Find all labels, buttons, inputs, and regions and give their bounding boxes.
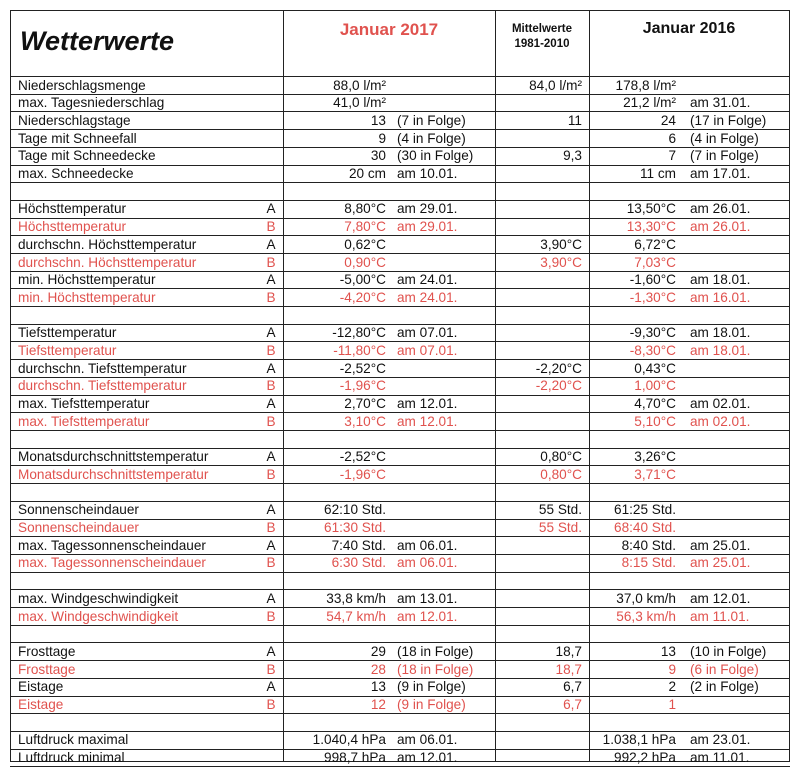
- cell-ab: A: [266, 325, 276, 341]
- mittelwerte-line1: Mittelwerte: [511, 23, 573, 35]
- row-divider: [10, 412, 790, 413]
- row-divider: [10, 660, 790, 661]
- cell-label: max. Tagessonnenscheindauer: [18, 537, 206, 553]
- cell-e16: am 18.01.: [690, 272, 751, 288]
- cell-v16: 11 cm: [639, 166, 676, 181]
- cell-e16: am 11.01.: [690, 608, 750, 624]
- cell-ab: B: [266, 378, 276, 394]
- cell-v16: 8:15 Std.: [621, 555, 676, 571]
- cell-e16: am 25.01.: [690, 537, 751, 553]
- cell-v16: 24: [660, 112, 676, 128]
- cell-e17: am 12.01.: [397, 396, 458, 412]
- cell-e16: (10 in Folge): [690, 643, 767, 659]
- row-divider: [10, 607, 790, 608]
- cell-label: min. Höchsttemperatur: [18, 289, 156, 305]
- cell-e17: (30 in Folge): [397, 148, 474, 164]
- table-row: [0, 448, 800, 466]
- row-divider: [10, 324, 790, 325]
- cell-v17: -4,20°C: [339, 289, 386, 305]
- cell-v16: 992,2 hPa: [614, 750, 676, 766]
- cell-v16: 0,43°C: [634, 360, 676, 376]
- cell-e17: (18 in Folge): [397, 661, 474, 677]
- cell-mw: 6,7: [563, 697, 582, 712]
- row-divider: [10, 359, 790, 360]
- cell-ab: A: [266, 679, 276, 695]
- table-row: [0, 501, 800, 519]
- cell-e16: (4 in Folge): [690, 130, 759, 146]
- cell-label: durchschn. Höchsttemperatur: [18, 236, 197, 252]
- cell-e16: am 02.01.: [690, 413, 751, 429]
- cell-v16: -9,30°C: [629, 325, 676, 341]
- cell-label: Eistage: [18, 679, 64, 695]
- row-divider: [10, 483, 790, 484]
- row-divider: [10, 501, 790, 502]
- cell-e17: am 12.01.: [397, 608, 458, 624]
- cell-v16: 1,00°C: [634, 378, 676, 394]
- table-row: [0, 112, 800, 130]
- cell-e16: (6 in Folge): [690, 661, 759, 677]
- cell-mw: 55 Std.: [538, 520, 582, 535]
- table-row: [0, 537, 800, 555]
- cell-label: max. Tagesniederschlag: [18, 95, 165, 111]
- row-divider: [10, 111, 790, 112]
- cell-label: Tage mit Schneedecke: [18, 148, 156, 164]
- cell-label: Sonnenscheindauer: [18, 502, 139, 518]
- cell-ab: A: [266, 396, 276, 412]
- page-title: Wetterwerte: [20, 26, 175, 56]
- cell-e16: am 16.01.: [690, 289, 751, 305]
- cell-label: durchschn. Tiefsttemperatur: [18, 360, 187, 376]
- cell-v17: 0,90°C: [344, 254, 386, 270]
- cell-label: durchschn. Tiefsttemperatur: [18, 378, 187, 394]
- cell-label: Höchsttemperatur: [18, 201, 127, 217]
- cell-v17: -1,96°C: [339, 466, 386, 482]
- row-divider: [10, 589, 790, 590]
- mittelwerte-line2: 1981-2010: [514, 38, 570, 50]
- cell-label: Höchsttemperatur: [18, 219, 127, 235]
- cell-e17: am 07.01.: [397, 343, 458, 358]
- cell-v17: 20 cm: [348, 166, 386, 181]
- row-divider: [10, 377, 790, 378]
- cell-e17: am 06.01.: [397, 537, 458, 553]
- row-divider: [10, 572, 790, 573]
- table-row: [0, 696, 800, 714]
- table-row: [0, 165, 800, 183]
- cell-mw: 6,7: [563, 679, 582, 695]
- cell-v16: 3,26°C: [634, 449, 676, 465]
- table-row: [0, 466, 800, 484]
- cell-v17: -12,80°C: [332, 325, 386, 341]
- cell-e16: am 18.01.: [690, 343, 751, 358]
- cell-e17: (4 in Folge): [397, 130, 466, 146]
- row-divider: [10, 147, 790, 148]
- table-row: [0, 661, 800, 679]
- cell-v16: 178,8 l/m²: [615, 77, 676, 93]
- cell-e17: am 07.01.: [397, 325, 458, 341]
- cell-label: Eistage: [18, 697, 64, 712]
- cell-v17: 0,62°C: [344, 236, 386, 252]
- row-divider: [10, 94, 790, 95]
- cell-e17: am 13.01.: [397, 590, 458, 606]
- cell-ab: A: [266, 643, 276, 659]
- cell-label: Sonnenscheindauer: [18, 520, 139, 535]
- cell-e17: (18 in Folge): [397, 643, 474, 659]
- cell-v17: 54,7 km/h: [326, 608, 386, 624]
- cell-v17: 1.040,4 hPa: [312, 732, 386, 748]
- row-divider: [10, 625, 790, 626]
- cell-v16: 1.038,1 hPa: [602, 732, 676, 748]
- table-row: [0, 360, 800, 378]
- cell-ab: A: [266, 590, 276, 606]
- cell-e17: (7 in Folge): [397, 112, 466, 128]
- cell-label: durchschn. Höchsttemperatur: [18, 254, 197, 270]
- cell-v17: -5,00°C: [339, 272, 386, 288]
- cell-label: Niederschlagsmenge: [18, 77, 146, 93]
- cell-e17: am 12.01.: [397, 750, 458, 766]
- cell-mw: 84,0 l/m²: [529, 77, 582, 93]
- cell-mw: 11: [567, 112, 582, 128]
- cell-ab: B: [266, 520, 276, 535]
- cell-label: Luftdruck minimal: [18, 750, 125, 766]
- row-divider: [10, 554, 790, 555]
- row-divider: [10, 129, 790, 130]
- row-divider: [10, 465, 790, 466]
- cell-e17: am 12.01.: [397, 413, 458, 429]
- cell-v16: 13,50°C: [626, 201, 676, 217]
- cell-ab: B: [266, 466, 276, 482]
- cell-ab: B: [266, 343, 276, 358]
- row-divider: [10, 430, 790, 431]
- cell-label: max. Windgeschwindigkeit: [18, 590, 179, 606]
- cell-ab: A: [266, 502, 276, 518]
- table-row: [0, 554, 800, 572]
- cell-e17: am 06.01.: [397, 555, 458, 571]
- cell-mw: 18,7: [555, 661, 582, 677]
- cell-e17: am 06.01.: [397, 732, 458, 748]
- cell-ab: A: [266, 201, 276, 217]
- cell-v17: 62:10 Std.: [324, 502, 386, 518]
- cell-mw: 55 Std.: [538, 502, 582, 518]
- cell-e17: (9 in Folge): [397, 679, 466, 695]
- cell-v17: 9: [378, 130, 386, 146]
- cell-ab: A: [266, 360, 276, 376]
- cell-e16: (7 in Folge): [690, 148, 759, 164]
- column-header-januar-2017: Januar 2017: [339, 20, 439, 39]
- cell-v16: 7,03°C: [634, 254, 676, 270]
- table-border-top: [10, 10, 790, 11]
- table-row: [0, 77, 800, 95]
- cell-v17: 29: [370, 643, 386, 659]
- row-divider: [10, 288, 790, 289]
- cell-label: Tiefsttemperatur: [18, 343, 117, 358]
- cell-v16: -1,30°C: [629, 289, 676, 305]
- cell-v16: 7: [668, 148, 676, 164]
- cell-label: Monatsdurchschnittstemperatur: [18, 466, 209, 482]
- cell-label: Tiefsttemperatur: [18, 325, 117, 341]
- cell-ab: A: [266, 449, 276, 465]
- cell-label: max. Tagessonnenscheindauer: [18, 555, 206, 571]
- cell-e16: am 31.01.: [690, 95, 751, 111]
- cell-v17: 12: [370, 697, 386, 712]
- cell-v17: 2,70°C: [344, 396, 386, 412]
- cell-v17: 3,10°C: [344, 413, 386, 429]
- row-divider: [10, 395, 790, 396]
- table-row: [0, 200, 800, 218]
- table-row: [0, 590, 800, 608]
- cell-label: min. Höchsttemperatur: [18, 272, 156, 288]
- cell-label: Tage mit Schneefall: [18, 130, 137, 146]
- cell-label: Frosttage: [18, 661, 76, 677]
- cell-v17: 8,80°C: [344, 201, 386, 217]
- cell-ab: B: [266, 289, 276, 305]
- table-row: [0, 608, 800, 626]
- row-divider: [10, 235, 790, 236]
- cell-v17: 7,80°C: [344, 219, 386, 235]
- cell-v16: 2: [668, 679, 676, 695]
- cell-v16: -8,30°C: [629, 343, 676, 358]
- cell-ab: B: [266, 608, 276, 624]
- cell-v17: 6:30 Std.: [331, 555, 386, 571]
- row-divider: [10, 253, 790, 254]
- table-row: [0, 236, 800, 254]
- cell-label: Niederschlagstage: [18, 112, 131, 128]
- row-divider: [10, 341, 790, 342]
- cell-label: Luftdruck maximal: [18, 732, 129, 748]
- row-divider: [10, 218, 790, 219]
- cell-e16: am 11.01.: [690, 750, 750, 766]
- table-row: [0, 377, 800, 395]
- cell-label: Frosttage: [18, 643, 76, 659]
- cell-v16: 1: [668, 697, 676, 712]
- cell-e16: (2 in Folge): [690, 679, 759, 695]
- column-header-mittelwerte: [495, 22, 589, 52]
- cell-v17: 998,7 hPa: [324, 750, 386, 766]
- cell-v16: 5,10°C: [634, 413, 676, 429]
- cell-e16: am 26.01.: [690, 219, 751, 235]
- cell-v16: 68:40 Std.: [614, 520, 676, 535]
- cell-ab: A: [266, 272, 276, 288]
- cell-ab: B: [266, 555, 276, 571]
- cell-mw: 18,7: [555, 643, 582, 659]
- table-row: [0, 254, 800, 272]
- cell-mw: 0,80°C: [540, 466, 582, 482]
- cell-mw: 3,90°C: [540, 236, 582, 252]
- cell-e17: am 29.01.: [397, 219, 458, 235]
- cell-v16: 56,3 km/h: [616, 608, 676, 624]
- table-row: [0, 749, 800, 767]
- cell-mw: 3,90°C: [540, 254, 582, 270]
- row-divider: [10, 165, 790, 166]
- cell-ab: B: [266, 413, 276, 429]
- cell-ab: B: [266, 219, 276, 235]
- cell-e16: (17 in Folge): [690, 112, 767, 128]
- table-row: [0, 324, 800, 342]
- row-divider: [10, 448, 790, 449]
- cell-e17: am 29.01.: [397, 201, 458, 217]
- table-row: [0, 395, 800, 413]
- cell-ab: A: [266, 236, 276, 252]
- cell-e16: am 25.01.: [690, 555, 751, 571]
- table-row: [0, 130, 800, 148]
- cell-e17: am 24.01.: [397, 289, 458, 305]
- cell-mw: 0,80°C: [540, 449, 582, 465]
- cell-v17: -2,52°C: [339, 449, 386, 465]
- row-divider: [10, 678, 790, 679]
- cell-v17: -1,96°C: [339, 378, 386, 394]
- cell-e16: am 18.01.: [690, 325, 751, 341]
- cell-e17: am 10.01.: [397, 166, 458, 181]
- row-divider: [10, 731, 790, 732]
- cell-v17: 28: [370, 661, 386, 677]
- cell-v17: 88,0 l/m²: [333, 77, 386, 93]
- table-row: [0, 147, 800, 165]
- table-row: [0, 218, 800, 236]
- cell-v16: 37,0 km/h: [616, 590, 676, 606]
- cell-v16: 6,72°C: [634, 236, 676, 252]
- cell-v16: 3,71°C: [634, 466, 676, 482]
- cell-v16: 61:25 Std.: [614, 502, 676, 518]
- table-row: [0, 731, 800, 749]
- column-header-januar-2016: Januar 2016: [642, 20, 736, 37]
- row-divider: [10, 642, 790, 643]
- cell-ab: A: [266, 537, 276, 553]
- cell-v16: 8:40 Std.: [621, 537, 676, 553]
- cell-mw: -2,20°C: [535, 360, 582, 376]
- cell-e16: am 12.01.: [690, 590, 751, 606]
- cell-e16: am 26.01.: [690, 201, 751, 217]
- cell-e16: am 02.01.: [690, 396, 751, 412]
- row-divider: [10, 696, 790, 697]
- cell-v17: 13: [370, 679, 386, 695]
- cell-v17: 41,0 l/m²: [333, 95, 386, 111]
- cell-e16: am 17.01.: [690, 166, 751, 181]
- cell-e16: am 23.01.: [690, 732, 751, 748]
- cell-label: max. Windgeschwindigkeit: [18, 608, 179, 624]
- cell-v17: -11,80°C: [333, 343, 386, 358]
- table-row: [0, 643, 800, 661]
- row-divider: [10, 182, 790, 183]
- cell-v16: 4,70°C: [634, 396, 676, 412]
- table-row: [0, 289, 800, 307]
- table-row: [0, 519, 800, 537]
- cell-v16: 13: [660, 643, 676, 659]
- row-divider: [10, 271, 790, 272]
- cell-v16: 9: [668, 661, 676, 677]
- cell-label: max. Tiefsttemperatur: [18, 396, 150, 412]
- cell-v16: 13,30°C: [626, 219, 676, 235]
- table-row: [0, 413, 800, 431]
- cell-v16: 21,2 l/m²: [623, 95, 676, 111]
- table-row: [0, 342, 800, 360]
- table-row: [0, 94, 800, 112]
- cell-label: Monatsdurchschnittstemperatur: [18, 449, 209, 465]
- row-divider: [10, 519, 790, 520]
- cell-label: max. Tiefsttemperatur: [18, 413, 150, 429]
- row-divider: [10, 306, 790, 307]
- cell-v17: 7:40 Std.: [331, 537, 386, 553]
- cell-ab: B: [266, 697, 276, 712]
- cell-v16: -1,60°C: [629, 272, 676, 288]
- row-divider: [10, 200, 790, 201]
- row-divider: [10, 749, 790, 750]
- cell-v17: -2,52°C: [339, 360, 386, 376]
- cell-label: max. Schneedecke: [18, 166, 134, 181]
- cell-mw: 9,3: [563, 148, 582, 164]
- cell-ab: B: [266, 661, 276, 677]
- cell-v17: 30: [370, 148, 386, 164]
- table-row: [0, 678, 800, 696]
- cell-ab: B: [266, 254, 276, 270]
- cell-mw: -2,20°C: [535, 378, 582, 394]
- cell-v17: 13: [370, 112, 386, 128]
- cell-e17: (9 in Folge): [397, 697, 466, 712]
- table-row: [0, 271, 800, 289]
- row-divider: [10, 536, 790, 537]
- cell-v17: 61:30 Std.: [324, 520, 386, 535]
- cell-e17: am 24.01.: [397, 272, 458, 288]
- header-divider: [10, 76, 790, 77]
- cell-v17: 33,8 km/h: [326, 590, 386, 606]
- row-divider: [10, 713, 790, 714]
- row-divider: [10, 766, 790, 767]
- cell-v16: 6: [668, 130, 676, 146]
